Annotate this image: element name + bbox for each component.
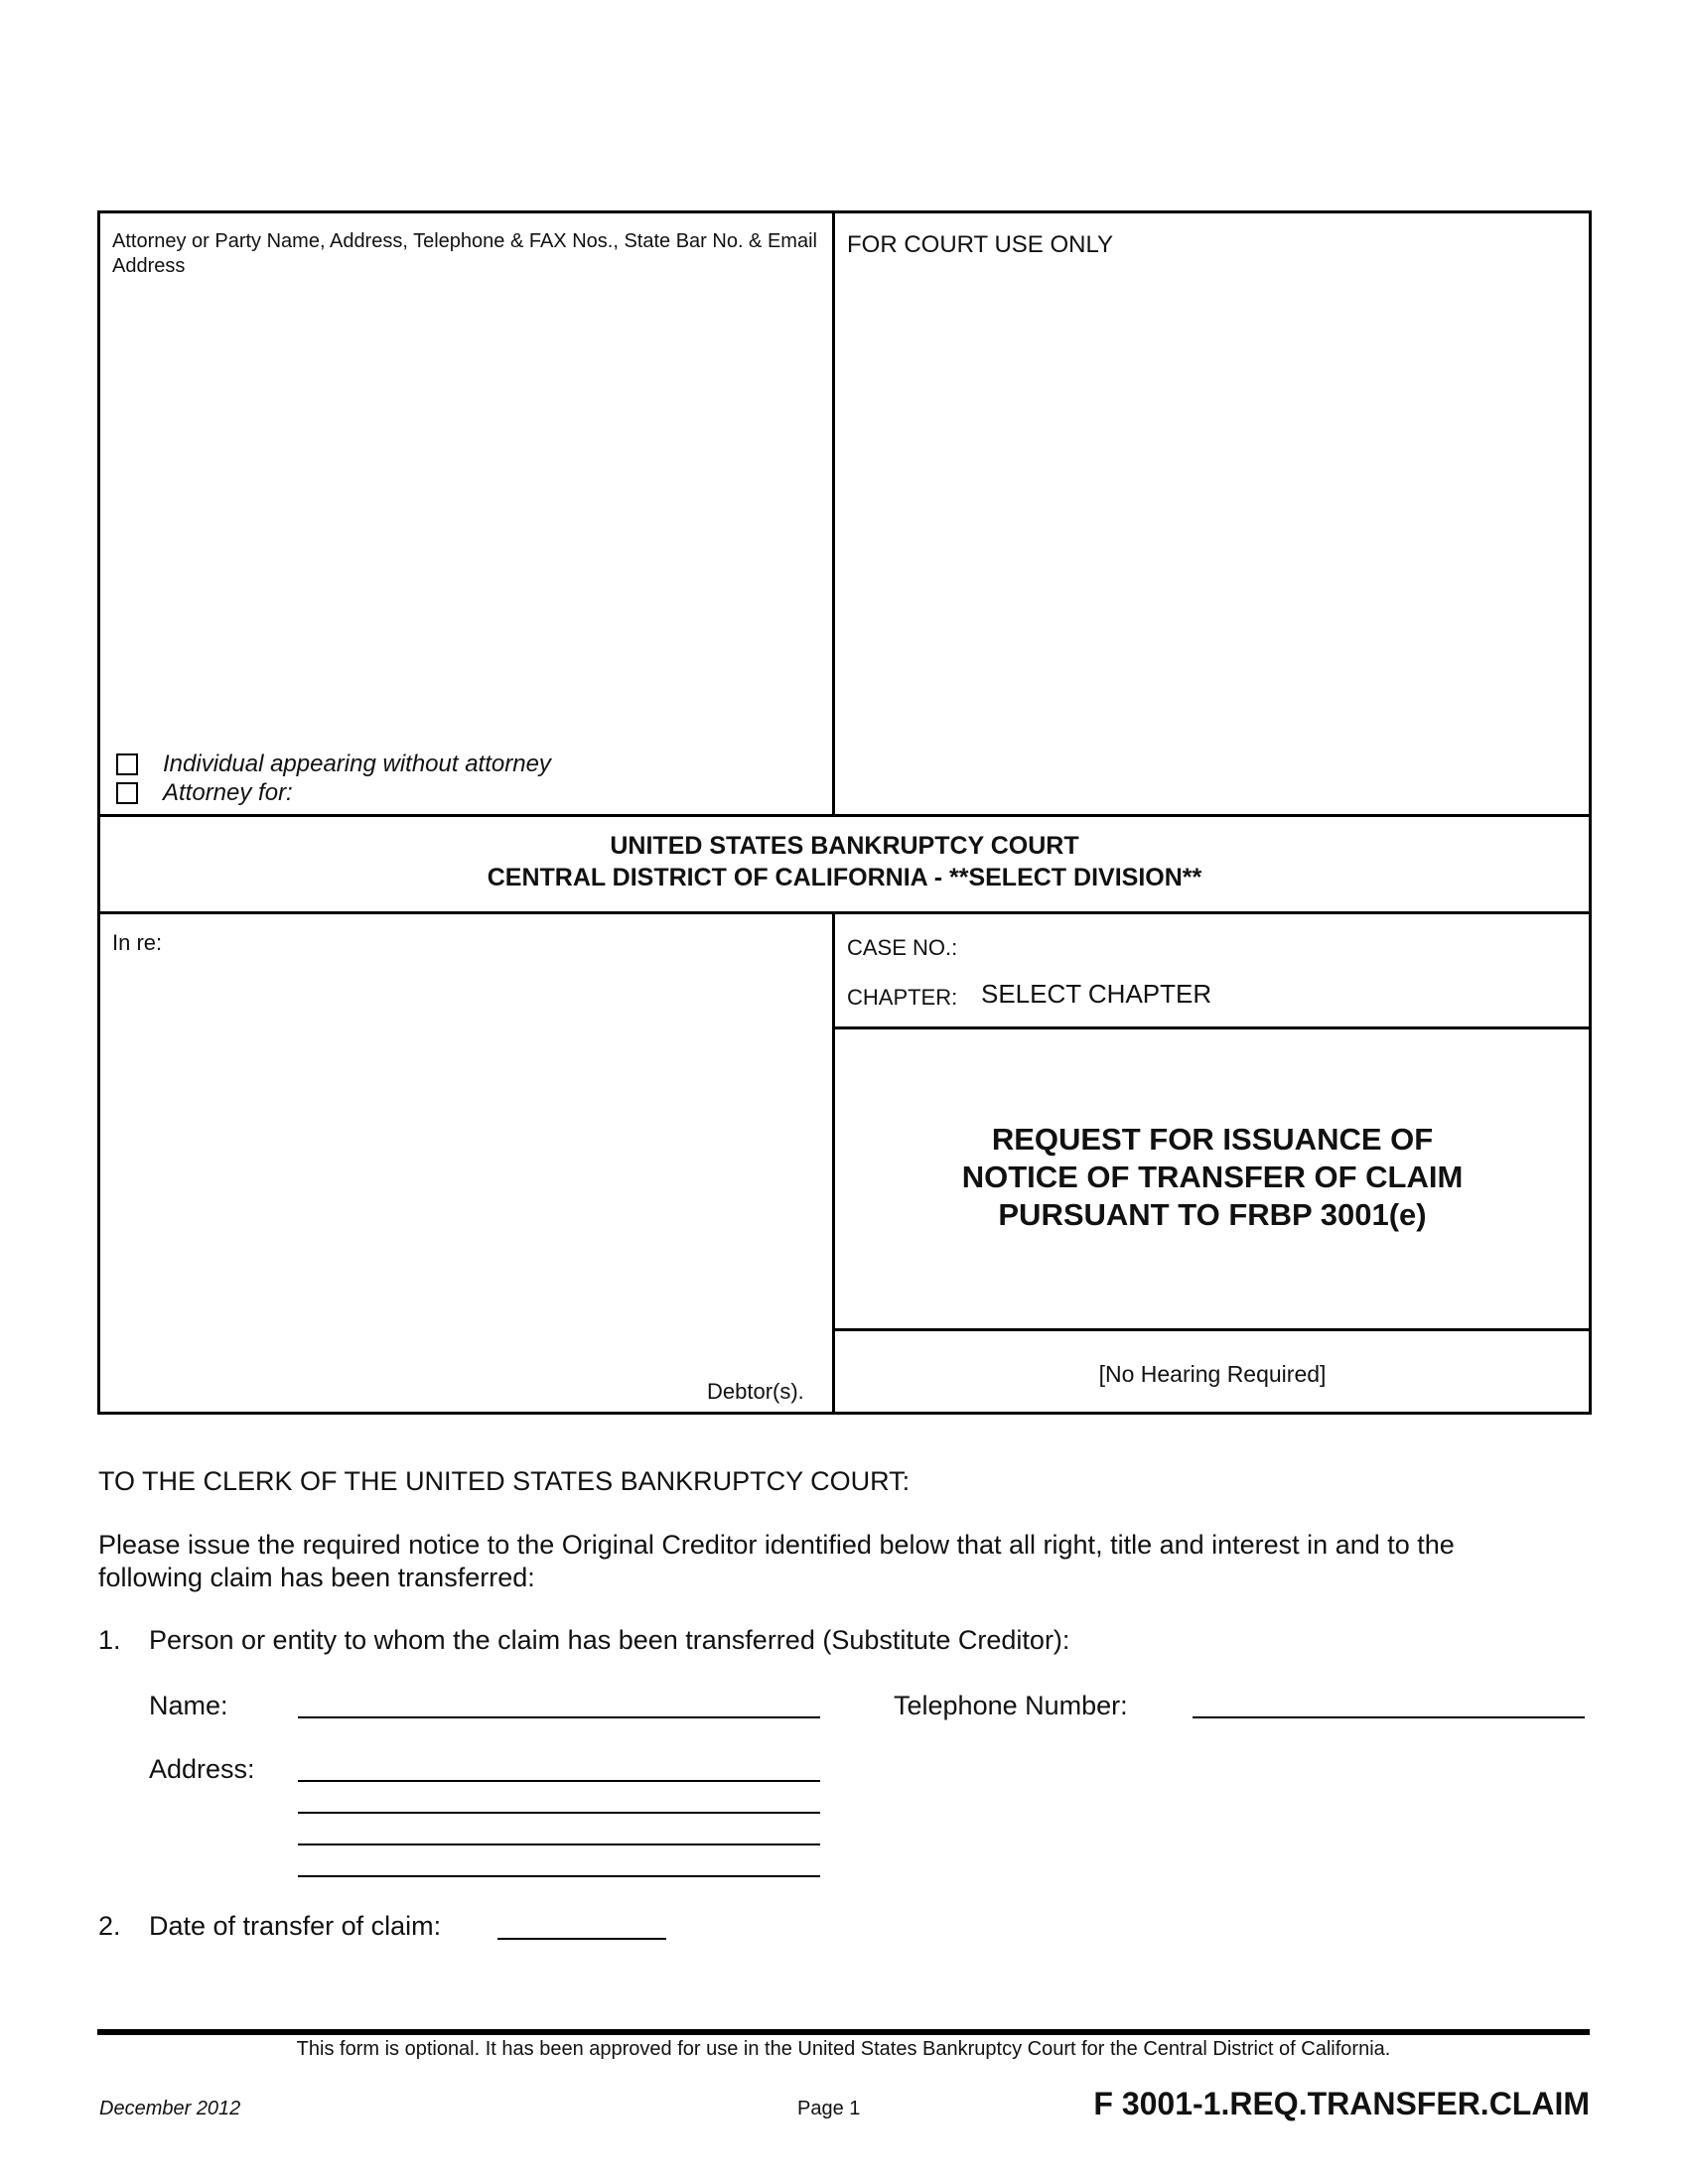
caption-rule-2 — [97, 911, 1592, 914]
intro-line2: following claim has been transferred: — [98, 1563, 535, 1592]
address-field-line3[interactable] — [298, 1843, 820, 1845]
court-use-label: FOR COURT USE ONLY — [847, 231, 1114, 258]
name-field[interactable] — [298, 1716, 820, 1718]
caption-rule-3 — [832, 1026, 1592, 1029]
item1-text: Person or entity to whom the claim has been transferred (Substitute Creditor): — [149, 1625, 1070, 1655]
footer-date: December 2012 — [99, 2098, 241, 2119]
item2-text: Date of transfer of claim: — [149, 1911, 442, 1941]
court-name-line1: UNITED STATES BANKRUPTCY COURT — [610, 832, 1079, 860]
chapter-select[interactable]: SELECT CHAPTER — [981, 979, 1212, 1009]
telephone-field[interactable] — [1193, 1716, 1585, 1718]
individual-checkbox[interactable] — [116, 753, 138, 775]
item2-number: 2. — [98, 1911, 121, 1941]
individual-checkbox-label: Individual appearing without attorney — [163, 751, 551, 777]
address-label: Address: — [149, 1754, 255, 1784]
attorney-for-checkbox[interactable] — [116, 782, 138, 804]
caption-box — [97, 210, 1592, 1415]
attorney-for-label: Attorney for: — [163, 779, 293, 806]
name-label: Name: — [149, 1691, 228, 1720]
transfer-date-field[interactable] — [497, 1938, 666, 1940]
footer-form-id: F 3001-1.REQ.TRANSFER.CLAIM — [1093, 2086, 1590, 2121]
address-field-line4[interactable] — [298, 1875, 820, 1877]
footer-rule — [97, 2029, 1590, 2035]
form-title-line2: NOTICE OF TRANSFER OF CLAIM — [961, 1160, 1464, 1194]
footer-page: Page 1 — [797, 2098, 861, 2119]
caption-divider-top — [832, 210, 835, 816]
hearing-note: [No Hearing Required] — [1098, 1361, 1327, 1387]
salutation: TO THE CLERK OF THE UNITED STATES BANKRUPTCY COURT: — [98, 1466, 911, 1496]
footer-notice: This form is optional. It has been approved for use in the United States Bankruptcy Court for the Central District of California. — [296, 2038, 1391, 2060]
chapter-label: CHAPTER: — [847, 985, 958, 1010]
debtor-label: Debtor(s). — [707, 1379, 804, 1404]
caption-rule-1 — [97, 814, 1592, 817]
caption-rule-4 — [832, 1328, 1592, 1331]
court-name-line2: CENTRAL DISTRICT OF CALIFORNIA - **SELECT DIVISION** — [487, 864, 1202, 891]
form-title-line1: REQUEST FOR ISSUANCE OF — [991, 1122, 1434, 1157]
address-field-line2[interactable] — [298, 1812, 820, 1814]
address-field-line1[interactable] — [298, 1780, 820, 1782]
intro-line1: Please issue the required notice to the Original Creditor identified below that all right, title and interest in and to the — [98, 1530, 1455, 1560]
item1-number: 1. — [98, 1625, 121, 1655]
telephone-label: Telephone Number: — [894, 1691, 1128, 1720]
attorney-label: Attorney or Party Name, Address, Telephone & FAX Nos., State Bar No. & Email Address — [112, 230, 817, 277]
case-no-label: CASE NO.: — [847, 935, 958, 960]
form-title-line3: PURSUANT TO FRBP 3001(e) — [998, 1197, 1427, 1232]
in-re-label: In re: — [112, 930, 163, 955]
